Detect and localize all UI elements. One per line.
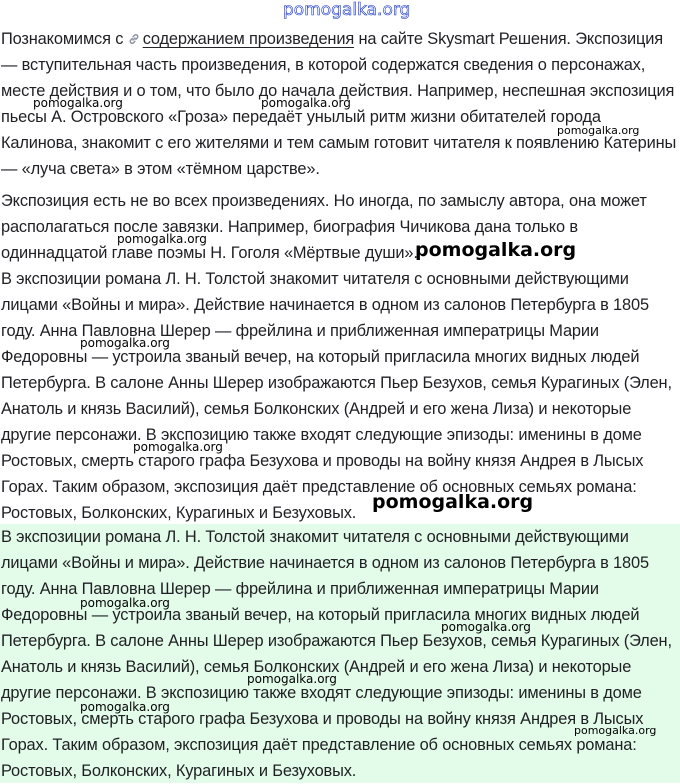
watermark: pomogalka.org [574, 724, 657, 737]
watermark: pomogalka.org [80, 700, 170, 714]
watermark: pomogalka.org [557, 124, 640, 137]
watermark: pomogalka.org [33, 96, 123, 110]
paragraph-text-start: Познакомимся с [1, 30, 128, 48]
watermark: pomogalka.org [415, 239, 577, 261]
watermark: pomogalka.org [247, 672, 337, 686]
content-link[interactable] [128, 30, 354, 48]
link-icon [128, 33, 140, 45]
watermark: pomogalka.org [80, 336, 170, 350]
watermark: pomogalka.org [441, 620, 531, 634]
header-watermark: pomogalka.org [283, 0, 411, 20]
paragraph-text-rest: на сайте Skysmart Решения. Экспозиция — вступительная часть произведения, в которой содержатся сведения о персонажах, месте действия и о том, что было до начала действия. Например, неспешная экспозиция пьесы А. Островского «Гроза» передаёт унылый ритм жизни обитателей города Калинова, знакомит с его жителями и тем самым готовит читателя к появлению Катерины — «луча света» в этом «тёмном царстве». [1, 30, 677, 178]
content-link-label: содержанием произведения [142, 30, 355, 48]
watermark: pomogalka.org [117, 232, 207, 246]
watermark: pomogalka.org [372, 491, 534, 513]
watermark: pomogalka.org [80, 596, 170, 610]
paragraph-war-and-peace-highlighted: В экспозиции романа Л. Н. Толстой знакомит читателя с основными действующими лицами «Войны и мира». Действие начинается в одном из салонов Петербурга в 1805 году. Анна Павловна Шерер — фрейлина и приближенная императрицы Марии Федоровны — устроила званый вечер, на который пригласила многих видных людей Петербурга. В салоне Анны Шерер изображаются Пьер Безухов, семья Курагиных (Элен, Анатоль и князь Василий), семья Болконских (Андрей и его жена Лиза) и некоторые другие персонажи. В экспозицию также входят следующие эпизоды: именины в доме Ростовых, смерть старого графа Безухова и проводы на войну князя Андрея в Лысых Горах. Таким образом, экспозиция даёт представление об основных семьях романа: Ростовых, Болконских, Курагиных и Безуховых. [1, 528, 672, 780]
paragraph-exposition-placement: Экспозиция есть не во всех произведениях. Но иногда, по замыслу автора, она может располагаться после завязки. Например, биография Чичикова дана только в одиннадцатой главе поэмы Н. Гоголя «Мёртвые души». [1, 192, 647, 262]
paragraph-war-and-peace: В экспозиции романа Л. Н. Толстой знакомит читателя с основными действующими лицами «Войны и мира». Действие начинается в одном из салонов Петербурга в 1805 году. Анна Павловна Шерер — фрейлина и приближенная императрицы Марии Федоровны — устроила званый вечер, на который пригласила многих видных людей Петербурга. В салоне Анны Шерер изображаются Пьер Безухов, семья Курагиных (Элен, Анатоль и князь Василий), семья Болконских (Андрей и его жена Лиза) и некоторые другие персонажи. В экспозицию также входят следующие эпизоды: именины в доме Ростовых, смерть старого графа Безухова и проводы на войну князя Андрея в Лысых Горах. Таким образом, экспозиция даёт представление об основных семьях романа: Ростовых, Болконских, Курагиных и Безуховых. [1, 270, 672, 522]
watermark: pomogalka.org [261, 96, 351, 110]
watermark: pomogalka.org [133, 440, 223, 454]
